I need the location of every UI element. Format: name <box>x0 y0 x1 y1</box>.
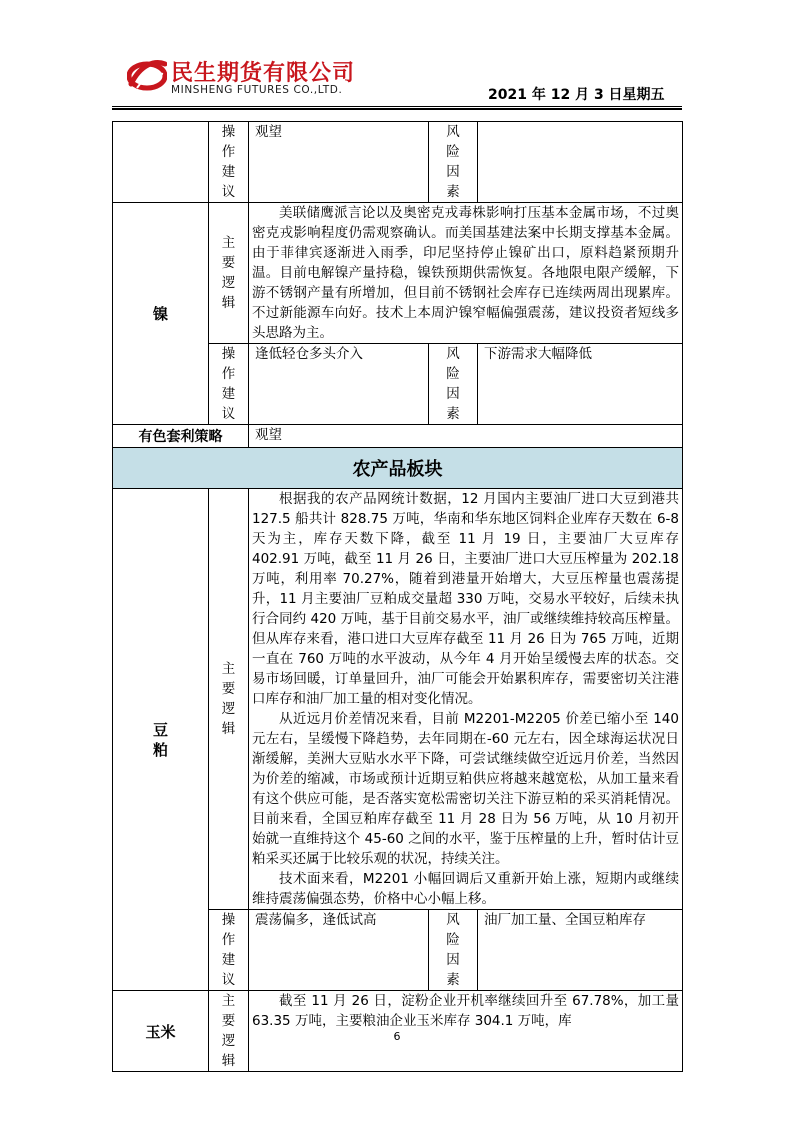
operation-label: 操作建议 <box>209 122 249 203</box>
header-rule-thick <box>112 108 682 110</box>
risk-value <box>478 122 683 203</box>
company-name-cn: 民生期货有限公司 <box>171 61 356 86</box>
header-rule-thin <box>112 106 682 107</box>
company-name-en: MINSHENG FUTURES CO.,LTD. <box>171 84 343 96</box>
main-logic-label: 主要逻辑 <box>209 203 249 344</box>
risk-label: 风险因素 <box>429 122 478 203</box>
page-number: 6 <box>393 1030 401 1043</box>
commodity-soymeal: 豆粕 <box>113 489 209 991</box>
operation-label: 操作建议 <box>209 910 249 991</box>
soymeal-paragraph: 根据我的农产品网统计数据，12 月国内主要油厂进口大豆到港共 127.5 船共计 828.75 万吨，华南和华东地区饲料企业库存天数在 6-8 天为主，库存天数下降，截至 11 月 19 日，主要油厂大豆库存 402.91 万吨，截至 11 月 26 日，主要油厂进口大豆压榨量为 202.18 万吨，利用率 70.27%，随着到港量开始增大，大豆压榨量也震荡提升，11 月主要油厂豆粕成交量超 330 万吨，交易水平较好，后续未执行合同约 420 万吨，基于目前交易水平，油厂或继续维持较高压榨量。但从库存来看，港口进口大豆库存截至 11 月 26 日为 765 万吨，近期一直在 760 万吨的水平波动，从今年 4 月开始呈缓慢去库的状态。交易市场回暖，订单量回升，油厂可能会开始累积库存，需要密切关注港口库存和油厂加工量的相对变化情况。 <box>252 491 679 707</box>
risk-label: 风险因素 <box>429 344 478 425</box>
section-title: 农产品板块 <box>113 448 683 489</box>
strategy-table <box>112 121 683 1072</box>
soymeal-paragraph: 从近远月价差情况来看，目前 M2201-M2205 价差已缩小至 140 元左右，呈缓慢下降趋势，去年同期在-60 元左右，因全球海运状况日渐缓解，美洲大豆贴水水平下降，可尝试继续做空近远月价差，当然因为价差的缩减，市场或预计近期豆粕供应将越来越宽松，从加工量来看有这个供应可能，是否落实宽松需密切关注下游豆粕的采买消耗情况。目前来看，全国豆粕库存截至 11 月 28 日为 56 万吨，从 10 月初开始就一直维持这个 45-60 之间的水平，鉴于压榨量的上升，暂时估计豆粕采买还属于比较乐观的状况，持续关注。 <box>252 711 679 867</box>
risk-label: 风险因素 <box>429 910 478 991</box>
soymeal-logic-text <box>249 489 683 910</box>
operation-label: 操作建议 <box>209 344 249 425</box>
nickel-risk-value: 下游需求大幅降低 <box>478 344 683 425</box>
main-logic-label: 主要逻辑 <box>209 991 249 1072</box>
nickel-operation-value: 逢低轻仓多头介入 <box>249 344 429 425</box>
report-date: 2021 年 12 月 3 日星期五 <box>488 87 665 103</box>
section-header-row <box>113 448 683 489</box>
nickel-logic-text: 美联储鹰派言论以及奥密克戎毒株影响打压基本金属市场，不过奥密克戎影响程度仍需观察确认。而美国基建法案中长期支撑基本金属。由于菲律宾逐渐进入雨季，印尼坚持停止镍矿出口，原料趋紧预期升温。目前电解镍产量持稳，镍铁预期供需恢复。各地限电限产缓解，下游不锈钢产量有所增加，但目前不锈钢社会库存已连续两周出现累库。不过新能源车向好。技术上本周沪镍窄幅偏强震荡，建议投资者短线多头思路为主。 <box>249 203 683 344</box>
soymeal-operation-value: 震荡偏多，逢低试高 <box>249 910 429 991</box>
nickel-logic-row <box>113 203 683 344</box>
nonferrous-arbitrage-row <box>113 425 683 448</box>
corn-logic-text: 截至 11 月 26 日，淀粉企业开机率继续回升至 67.78%，加工量 63.35 万吨，主要粮油企业玉米库存 304.1 万吨，库 <box>249 991 683 1072</box>
soymeal-risk-value: 油厂加工量、全国豆粕库存 <box>478 910 683 991</box>
main-logic-label: 主要逻辑 <box>209 489 249 910</box>
operation-value: 观望 <box>249 122 429 203</box>
commodity-corn: 玉米 <box>113 991 209 1072</box>
empty-commodity-cell <box>113 122 209 203</box>
arbitrage-value: 观望 <box>249 425 683 448</box>
arbitrage-label: 有色套利策略 <box>113 425 249 448</box>
soymeal-paragraph: 技术面来看，M2201 小幅回调后又重新开始上涨，短期内或继续维持震荡偏强态势，价格中心小幅上移。 <box>252 871 679 907</box>
company-logo <box>127 54 367 100</box>
nickel-top-operation-row <box>113 122 683 203</box>
commodity-nickel: 镍 <box>113 203 209 425</box>
soymeal-logic-row <box>113 489 683 910</box>
minsheng-logo-icon <box>127 54 167 94</box>
